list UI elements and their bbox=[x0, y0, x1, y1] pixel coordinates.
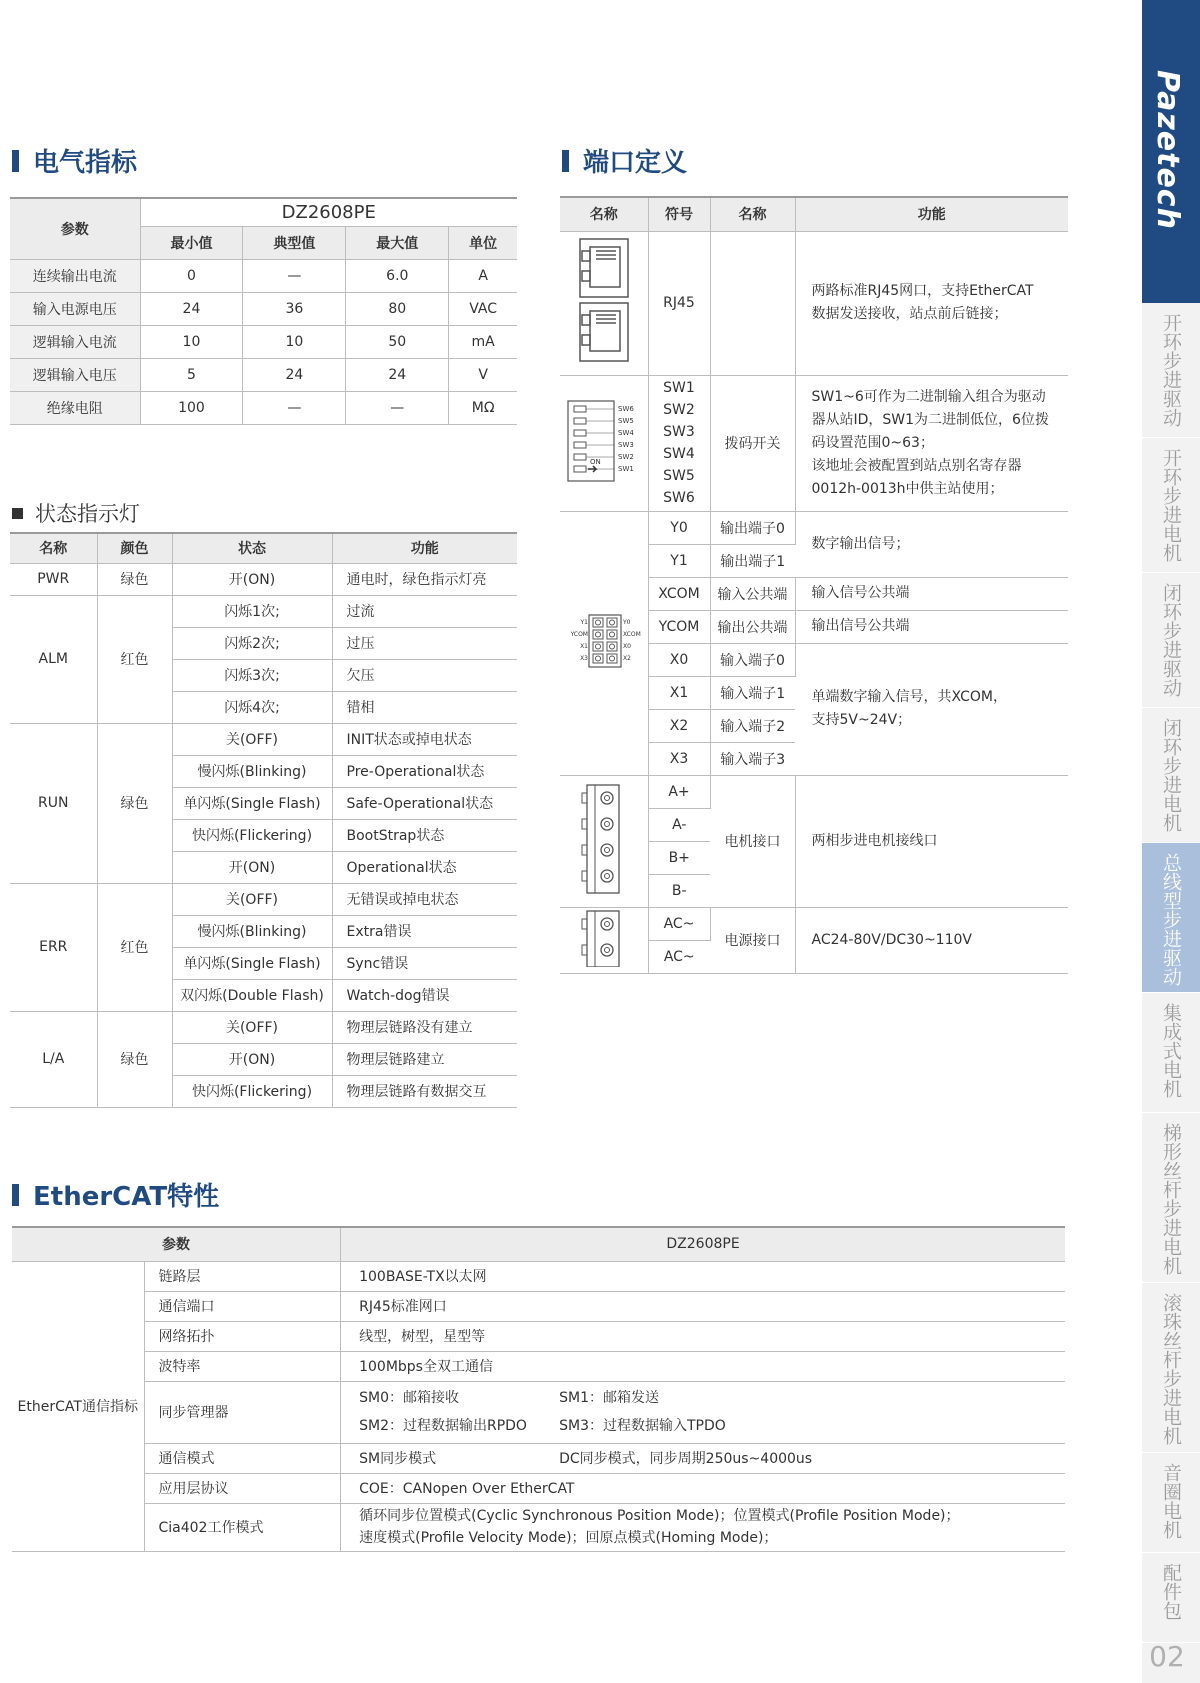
led-function: Watch-dog错误 bbox=[332, 979, 517, 1011]
section-title-electrical bbox=[12, 142, 137, 179]
led-state: 闪烁4次; bbox=[172, 691, 332, 723]
cia-line2: 速度模式(Profile Velocity Mode)；回原点模式(Homing Mode)； bbox=[359, 1530, 778, 1546]
io-sym-y1: Y1 bbox=[648, 544, 710, 577]
electrical-cell-max: — bbox=[346, 391, 449, 424]
io-terminal-icon bbox=[560, 511, 648, 775]
io-icon-label: XCOM bbox=[622, 631, 641, 638]
led-row bbox=[10, 723, 517, 755]
ecat-row bbox=[12, 1503, 1065, 1551]
led-color: 红色 bbox=[97, 595, 172, 723]
electrical-cell-min: 10 bbox=[140, 325, 243, 358]
sidebar-item[interactable]: 滚珠丝杆步进电机 bbox=[1142, 1283, 1200, 1453]
led-state: 关(OFF) bbox=[172, 883, 332, 915]
motor-sym-b-plus: B+ bbox=[648, 841, 710, 874]
electrical-cell-unit: V bbox=[449, 358, 517, 391]
io-name-x3: 输入端子3 bbox=[710, 742, 795, 775]
electrical-row bbox=[10, 325, 517, 358]
io-icon-label: Y1 bbox=[580, 619, 588, 626]
led-function: Sync错误 bbox=[332, 947, 517, 979]
section-title-ethercat bbox=[12, 1176, 219, 1213]
led-color: 绿色 bbox=[97, 563, 172, 595]
sidebar-item[interactable]: 闭环步进电机 bbox=[1142, 708, 1200, 843]
led-state: 单闪烁(Single Flash) bbox=[172, 787, 332, 819]
electrical-cell-name: 绝缘电阻 bbox=[10, 391, 140, 424]
led-function: 物理层链路有数据交互 bbox=[332, 1075, 517, 1107]
led-header-name: 名称 bbox=[10, 533, 97, 563]
led-state: 快闪烁(Flickering) bbox=[172, 1075, 332, 1107]
ecat-value: 100Mbps全双工通信 bbox=[341, 1351, 1065, 1381]
led-state: 闪烁1次; bbox=[172, 595, 332, 627]
header-max: 最大值 bbox=[346, 226, 449, 259]
ecat-param: 通信模式 bbox=[144, 1443, 341, 1473]
led-color: 绿色 bbox=[97, 723, 172, 883]
sw-name: 拨码开关 bbox=[710, 375, 795, 511]
electrical-cell-typ: — bbox=[243, 391, 346, 424]
rj45-icon bbox=[560, 231, 648, 375]
led-function: 错相 bbox=[332, 691, 517, 723]
mode-sm: SM同步模式 bbox=[359, 1451, 437, 1467]
sw-function-line: 该地址会被配置到站点别名寄存器 bbox=[811, 457, 1022, 474]
io-name-y1: 输出端子1 bbox=[710, 544, 795, 577]
sidebar-item[interactable]: 总线型步进驱动 bbox=[1142, 843, 1200, 993]
sw-symbol: SW5 bbox=[663, 468, 695, 484]
rj45-fn-line2: 数据发送接收，站点前后链接； bbox=[811, 306, 1008, 322]
io-icon-label: X1 bbox=[579, 643, 588, 650]
io-icon-label: X2 bbox=[622, 655, 631, 662]
sw-function-line: 器从站ID，SW1为二进制低位，6位拨 bbox=[811, 411, 1049, 428]
sw-symbol: SW4 bbox=[663, 446, 695, 462]
sw-symbol: SW6 bbox=[663, 490, 695, 506]
power-connector-icon bbox=[560, 907, 648, 973]
electrical-cell-unit: mA bbox=[449, 325, 517, 358]
header-model: DZ2608PE bbox=[140, 198, 517, 226]
ecat-param: 通信端口 bbox=[144, 1291, 341, 1321]
port-header-symbol: 符号 bbox=[648, 197, 710, 231]
electrical-cell-min: 100 bbox=[140, 391, 243, 424]
title-text: 电气指标 bbox=[33, 148, 138, 178]
power-function: AC24-80V/DC30~110V bbox=[795, 907, 1068, 973]
io-icon-label: Y0 bbox=[622, 619, 631, 626]
led-name: ERR bbox=[10, 883, 97, 1011]
dip-label: SW5 bbox=[617, 417, 634, 425]
header-param: 参数 bbox=[10, 198, 140, 259]
port-header-name2: 名称 bbox=[710, 197, 795, 231]
header-unit: 单位 bbox=[449, 226, 517, 259]
ecat-row bbox=[12, 1291, 1065, 1321]
sync-sm1: SM1：邮箱发送 bbox=[559, 1390, 659, 1406]
motor-connector-icon bbox=[560, 775, 648, 907]
led-table bbox=[10, 532, 517, 1108]
electrical-cell-unit: MΩ bbox=[449, 391, 517, 424]
ecat-row bbox=[12, 1261, 1065, 1291]
sync-sm3: SM3：过程数据输入TPDO bbox=[559, 1418, 726, 1434]
led-function: 欠压 bbox=[332, 659, 517, 691]
electrical-cell-unit: A bbox=[449, 259, 517, 292]
io-sym-x0: X0 bbox=[648, 643, 710, 676]
title-text: EtherCAT特性 bbox=[33, 1182, 220, 1212]
port-header-function: 功能 bbox=[795, 197, 1068, 231]
ecat-row bbox=[12, 1321, 1065, 1351]
header-typ: 典型值 bbox=[243, 226, 346, 259]
sw-function bbox=[795, 375, 1068, 511]
io-fn-xcom: 输入信号公共端 bbox=[795, 577, 1068, 610]
io-name-ycom: 输出公共端 bbox=[710, 610, 795, 643]
electrical-table bbox=[10, 197, 517, 425]
motor-function: 两相步进电机接线口 bbox=[795, 775, 1068, 907]
title-bar-icon bbox=[12, 150, 19, 172]
motor-sym-a-plus: A+ bbox=[648, 775, 710, 808]
io-fn-x-line1: 单端数字输入信号，共XCOM， bbox=[811, 689, 1007, 705]
io-name-xcom: 输入公共端 bbox=[710, 577, 795, 610]
led-row bbox=[10, 563, 517, 595]
led-state: 闪烁2次; bbox=[172, 627, 332, 659]
io-icon-label: X0 bbox=[622, 643, 631, 650]
sw-function-line: SW1~6可作为二进制输入组合为驱动 bbox=[811, 388, 1046, 405]
led-function: Safe-Operational状态 bbox=[332, 787, 517, 819]
led-row bbox=[10, 883, 517, 915]
led-function: 过压 bbox=[332, 627, 517, 659]
led-function: Extra错误 bbox=[332, 915, 517, 947]
ecat-row bbox=[12, 1443, 1065, 1473]
motor-name: 电机接口 bbox=[710, 775, 795, 907]
dip-label: SW6 bbox=[617, 405, 634, 413]
sw-symbol: SW3 bbox=[663, 424, 695, 440]
ecat-param: Cia402工作模式 bbox=[144, 1503, 341, 1551]
dip-label: SW1 bbox=[617, 465, 634, 473]
ecat-row bbox=[12, 1351, 1065, 1381]
electrical-cell-typ: 36 bbox=[243, 292, 346, 325]
ecat-value: COE：CANopen Over EtherCAT bbox=[341, 1473, 1065, 1503]
electrical-cell-typ: — bbox=[243, 259, 346, 292]
io-sym-x2: X2 bbox=[648, 709, 710, 742]
electrical-cell-max: 6.0 bbox=[346, 259, 449, 292]
electrical-cell-unit: VAC bbox=[449, 292, 517, 325]
ecat-group: EtherCAT通信指标 bbox=[12, 1261, 144, 1551]
io-sym-x1: X1 bbox=[648, 676, 710, 709]
led-state: 双闪烁(Double Flash) bbox=[172, 979, 332, 1011]
led-state: 单闪烁(Single Flash) bbox=[172, 947, 332, 979]
rj45-symbol: RJ45 bbox=[648, 231, 710, 375]
led-function: 无错误或掉电状态 bbox=[332, 883, 517, 915]
sw-symbol: SW1 bbox=[663, 380, 695, 396]
title-text: 端口定义 bbox=[583, 148, 688, 178]
ecat-value: 线型，树型，星型等 bbox=[341, 1321, 1065, 1351]
io-fn-x-line2: 支持5V~24V； bbox=[811, 712, 912, 728]
led-state: 慢闪烁(Blinking) bbox=[172, 915, 332, 947]
io-fn-y: 数字输出信号； bbox=[795, 511, 1068, 577]
led-name: ALM bbox=[10, 595, 97, 723]
section-title-ports bbox=[562, 142, 687, 179]
led-state: 关(OFF) bbox=[172, 1011, 332, 1043]
ecat-value bbox=[341, 1503, 1065, 1551]
ecat-param: 波特率 bbox=[144, 1351, 341, 1381]
electrical-cell-typ: 24 bbox=[243, 358, 346, 391]
led-state: 快闪烁(Flickering) bbox=[172, 819, 332, 851]
ethercat-table bbox=[12, 1226, 1065, 1552]
led-function: INIT状态或掉电状态 bbox=[332, 723, 517, 755]
ecat-param: 应用层协议 bbox=[144, 1473, 341, 1503]
port-header-name: 名称 bbox=[560, 197, 648, 231]
square-icon bbox=[12, 508, 23, 519]
ecat-value: 100BASE-TX以太网 bbox=[341, 1261, 1065, 1291]
io-icon-label: YCOM bbox=[570, 631, 588, 638]
led-row bbox=[10, 1011, 517, 1043]
sync-sm2: SM2：过程数据输出RPDO bbox=[359, 1418, 527, 1434]
cia-line1: 循环同步位置模式(Cyclic Synchronous Position Mode)；位置模式(Profile Position Mode)； bbox=[359, 1508, 960, 1524]
led-state: 闪烁3次; bbox=[172, 659, 332, 691]
sync-sm0: SM0：邮箱接收 bbox=[359, 1390, 459, 1406]
page-number: 02 bbox=[1149, 1640, 1185, 1673]
brand-logo: Pazetech bbox=[1150, 70, 1185, 230]
io-sym-y0: Y0 bbox=[648, 511, 710, 544]
sidebar-item[interactable]: 配件包 bbox=[1142, 1553, 1200, 1643]
ecat-value: RJ45标准网口 bbox=[341, 1291, 1065, 1321]
sw-function-line: 码设置范围0~63； bbox=[811, 434, 934, 451]
power-name: 电源接口 bbox=[710, 907, 795, 973]
io-icon-label: X3 bbox=[579, 655, 588, 662]
rj45-fn-line1: 两路标准RJ45网口，支持EtherCAT bbox=[811, 283, 1034, 299]
title-text: 状态指示灯 bbox=[35, 502, 140, 526]
electrical-cell-max: 50 bbox=[346, 325, 449, 358]
io-name-x1: 输入端子1 bbox=[710, 676, 795, 709]
led-color: 红色 bbox=[97, 883, 172, 1011]
io-sym-xcom: XCOM bbox=[648, 577, 710, 610]
led-name: PWR bbox=[10, 563, 97, 595]
sidebar-item[interactable]: 集成式电机 bbox=[1142, 993, 1200, 1113]
led-function: Pre-Operational状态 bbox=[332, 755, 517, 787]
led-function: 物理层链路没有建立 bbox=[332, 1011, 517, 1043]
led-state: 关(OFF) bbox=[172, 723, 332, 755]
electrical-row bbox=[10, 292, 517, 325]
led-function: Operational状态 bbox=[332, 851, 517, 883]
ecat-param: 网络拓扑 bbox=[144, 1321, 341, 1351]
electrical-cell-name: 逻辑输入电压 bbox=[10, 358, 140, 391]
led-header-color: 颜色 bbox=[97, 533, 172, 563]
ecat-row bbox=[12, 1473, 1065, 1503]
io-name-x0: 输入端子0 bbox=[710, 643, 795, 676]
led-color: 绿色 bbox=[97, 1011, 172, 1107]
ecat-header-model: DZ2608PE bbox=[341, 1227, 1065, 1261]
led-header-state: 状态 bbox=[172, 533, 332, 563]
electrical-row bbox=[10, 391, 517, 424]
sw-function-line: 0012h-0013h中供主站使用； bbox=[811, 480, 1004, 497]
electrical-cell-name: 逻辑输入电流 bbox=[10, 325, 140, 358]
ecat-param: 同步管理器 bbox=[144, 1381, 341, 1443]
electrical-row bbox=[10, 259, 517, 292]
header-min: 最小值 bbox=[140, 226, 243, 259]
rj45-function bbox=[795, 231, 1068, 375]
io-sym-x3: X3 bbox=[648, 742, 710, 775]
sidebar-item[interactable]: 开环步进驱动 bbox=[1142, 303, 1200, 438]
electrical-cell-name: 连续输出电流 bbox=[10, 259, 140, 292]
ecat-value bbox=[341, 1381, 1065, 1443]
io-fn-ycom: 输出信号公共端 bbox=[795, 610, 1068, 643]
electrical-cell-name: 输入电源电压 bbox=[10, 292, 140, 325]
dip-label: SW3 bbox=[617, 441, 634, 449]
led-function: 通电时，绿色指示灯亮 bbox=[332, 563, 517, 595]
led-name: RUN bbox=[10, 723, 97, 883]
electrical-cell-min: 5 bbox=[140, 358, 243, 391]
led-state: 开(ON) bbox=[172, 563, 332, 595]
sw-symbols bbox=[648, 375, 710, 511]
led-header-function: 功能 bbox=[332, 533, 517, 563]
dip-label: SW4 bbox=[617, 429, 634, 437]
led-function: BootStrap状态 bbox=[332, 819, 517, 851]
electrical-cell-min: 0 bbox=[140, 259, 243, 292]
led-function: 物理层链路建立 bbox=[332, 1043, 517, 1075]
electrical-cell-min: 24 bbox=[140, 292, 243, 325]
ecat-row bbox=[12, 1381, 1065, 1443]
power-sym-2: AC~ bbox=[648, 940, 710, 973]
port-table bbox=[560, 196, 1068, 974]
mode-dc: DC同步模式，同步周期250us~4000us bbox=[559, 1451, 813, 1467]
io-sym-ycom: YCOM bbox=[648, 610, 710, 643]
sidebar-item[interactable]: 音圈电机 bbox=[1142, 1453, 1200, 1553]
ecat-value bbox=[341, 1443, 1065, 1473]
title-bar-icon bbox=[562, 150, 569, 172]
led-state: 开(ON) bbox=[172, 1043, 332, 1075]
motor-sym-a-minus: A- bbox=[648, 808, 710, 841]
sidebar-item[interactable]: 闭环步进驱动 bbox=[1142, 573, 1200, 708]
led-function: 过流 bbox=[332, 595, 517, 627]
led-name: L/A bbox=[10, 1011, 97, 1107]
motor-sym-b-minus: B- bbox=[648, 874, 710, 907]
io-name-x2: 输入端子2 bbox=[710, 709, 795, 742]
section-title-led bbox=[12, 498, 140, 528]
dip-switch-icon bbox=[560, 375, 648, 511]
sw-symbol: SW2 bbox=[663, 402, 695, 418]
electrical-cell-max: 80 bbox=[346, 292, 449, 325]
led-row bbox=[10, 595, 517, 627]
dip-on-label: ON bbox=[589, 458, 601, 466]
sidebar-item[interactable]: 开环步进电机 bbox=[1142, 438, 1200, 573]
ecat-param: 链路层 bbox=[144, 1261, 341, 1291]
io-fn-x bbox=[795, 643, 1068, 775]
ecat-header-param: 参数 bbox=[12, 1227, 341, 1261]
io-name-y0: 输出端子0 bbox=[710, 511, 795, 544]
electrical-cell-max: 24 bbox=[346, 358, 449, 391]
electrical-row bbox=[10, 358, 517, 391]
power-sym-1: AC~ bbox=[648, 907, 710, 940]
dip-label: SW2 bbox=[617, 453, 634, 461]
led-state: 开(ON) bbox=[172, 851, 332, 883]
electrical-cell-typ: 10 bbox=[243, 325, 346, 358]
sidebar-item[interactable]: 梯形丝杆步进电机 bbox=[1142, 1113, 1200, 1283]
title-bar-icon bbox=[12, 1184, 19, 1206]
led-state: 慢闪烁(Blinking) bbox=[172, 755, 332, 787]
